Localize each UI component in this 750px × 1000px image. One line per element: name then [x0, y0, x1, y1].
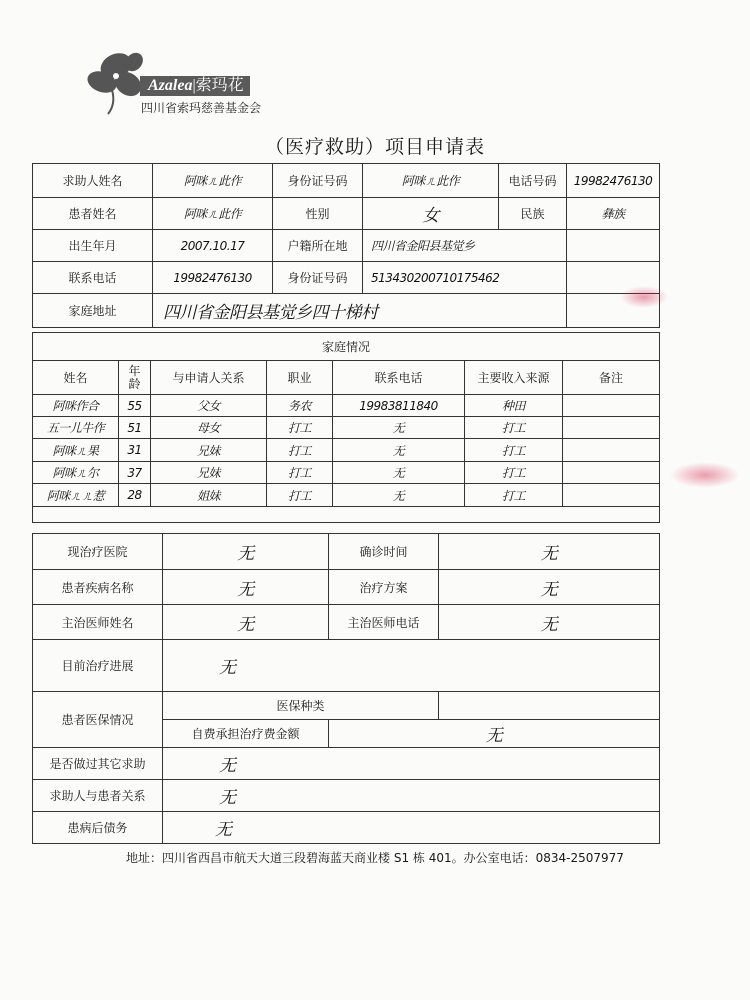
applicant-relation-field[interactable]: 无 [163, 780, 660, 812]
address-label: 家庭地址 [33, 294, 153, 328]
patient-name-label: 患者姓名 [33, 198, 153, 230]
member-phone[interactable]: 无 [333, 417, 465, 439]
member-income[interactable]: 打工 [465, 417, 563, 439]
patient-id-field[interactable]: 513430200710175462 [363, 262, 567, 294]
member-job[interactable]: 打工 [267, 439, 333, 462]
member-job[interactable]: 打工 [267, 462, 333, 484]
member-note[interactable] [563, 395, 660, 417]
member-note[interactable] [563, 484, 660, 507]
disease-label: 患者疾病名称 [33, 570, 163, 605]
member-job[interactable]: 务农 [267, 395, 333, 417]
member-income[interactable]: 打工 [465, 439, 563, 462]
member-phone[interactable]: 19983811840 [333, 395, 465, 417]
doctor-name-field[interactable]: 无 [163, 605, 329, 640]
doctor-name-label: 主治医师姓名 [33, 605, 163, 640]
member-age[interactable]: 31 [119, 439, 151, 462]
member-name[interactable]: 阿咪ㄦ尔 [33, 462, 119, 484]
ethnicity-label: 民族 [499, 198, 567, 230]
member-age[interactable]: 51 [119, 417, 151, 439]
member-job[interactable]: 打工 [267, 417, 333, 439]
gender-field[interactable]: 女 [363, 198, 499, 230]
col-header-relation: 与申请人关系 [151, 361, 267, 395]
col-header-name: 姓名 [33, 361, 119, 395]
applicant-name-label: 求助人姓名 [33, 164, 153, 198]
col-header-job: 职业 [267, 361, 333, 395]
member-name[interactable]: 阿咪ㄦ果 [33, 439, 119, 462]
contact-phone-field[interactable]: 19982476130 [153, 262, 273, 294]
medical-info-table [32, 533, 660, 844]
member-phone[interactable]: 无 [333, 439, 465, 462]
applicant-id-label: 身份证号码 [273, 164, 363, 198]
hukou-label: 户籍所在地 [273, 230, 363, 262]
applicant-phone-label: 电话号码 [499, 164, 567, 198]
member-relation[interactable]: 姐妹 [151, 484, 267, 507]
col-header-age: 年龄 [119, 361, 151, 395]
member-relation[interactable]: 兄妹 [151, 439, 267, 462]
family-row [33, 484, 660, 507]
hospital-label: 现治疗医院 [33, 534, 163, 570]
insurance-type-label: 医保种类 [163, 692, 439, 720]
logo-english: Azalea [148, 77, 193, 94]
member-relation[interactable]: 父女 [151, 395, 267, 417]
ink-smudge [670, 462, 740, 488]
family-section-title: 家庭情况 [33, 333, 660, 361]
member-note[interactable] [563, 417, 660, 439]
member-note[interactable] [563, 439, 660, 462]
debt-field[interactable]: 无 [163, 812, 660, 844]
progress-field[interactable]: 无 [163, 640, 660, 692]
applicant-info-table [32, 163, 660, 328]
treatment-plan-label: 治疗方案 [329, 570, 439, 605]
member-relation[interactable]: 母女 [151, 417, 267, 439]
other-aid-field[interactable]: 无 [163, 748, 660, 780]
diagnosis-time-label: 确诊时间 [329, 534, 439, 570]
member-name[interactable]: 阿咪作合 [33, 395, 119, 417]
family-row [33, 462, 660, 484]
patient-name-field[interactable]: 阿咪ㄦ此作 [153, 198, 273, 230]
member-income[interactable]: 打工 [465, 484, 563, 507]
insurance-label: 患者医保情况 [33, 692, 163, 748]
ink-smudge [620, 286, 668, 308]
contact-phone-label: 联系电话 [33, 262, 153, 294]
family-row [33, 417, 660, 439]
birth-field[interactable]: 2007.10.17 [153, 230, 273, 262]
member-phone[interactable]: 无 [333, 462, 465, 484]
applicant-id-field[interactable]: 阿咪ㄦ此作 [363, 164, 499, 198]
document-title: （医疗救助）项目申请表 [264, 136, 485, 158]
gender-label: 性别 [273, 198, 363, 230]
ethnicity-field[interactable]: 彝族 [567, 198, 660, 230]
member-age[interactable]: 28 [119, 484, 151, 507]
diagnosis-time-field[interactable]: 无 [439, 534, 660, 570]
treatment-plan-field[interactable]: 无 [439, 570, 660, 605]
applicant-phone-field[interactable]: 19982476130 [567, 164, 660, 198]
member-name[interactable]: 五一儿牛作 [33, 417, 119, 439]
insurance-type-field[interactable] [439, 692, 660, 720]
disease-field[interactable]: 无 [163, 570, 329, 605]
member-name[interactable]: 阿咪ㄦㄦ惹 [33, 484, 119, 507]
family-row [33, 395, 660, 417]
progress-label: 目前治疗进展 [33, 640, 163, 692]
other-aid-label: 是否做过其它求助 [33, 748, 163, 780]
family-row [33, 439, 660, 462]
spacer-row [33, 507, 660, 523]
member-age[interactable]: 55 [119, 395, 151, 417]
col-header-note: 备注 [563, 361, 660, 395]
self-pay-label: 自费承担治疗费金额 [163, 720, 329, 748]
debt-label: 患病后债务 [33, 812, 163, 844]
self-pay-field[interactable]: 无 [329, 720, 660, 748]
member-phone[interactable]: 无 [333, 484, 465, 507]
member-income[interactable]: 种田 [465, 395, 563, 417]
address-field[interactable]: 四川省金阳县基觉乡四十梯村 [153, 294, 567, 328]
patient-id-label: 身份证号码 [273, 262, 363, 294]
logo-band: Azalea|索玛花 [140, 76, 250, 96]
applicant-name-field[interactable]: 阿咪ㄦ此作 [153, 164, 273, 198]
logo-chinese: 索玛花 [195, 77, 244, 94]
col-header-income: 主要收入来源 [465, 361, 563, 395]
doctor-phone-label: 主治医师电话 [329, 605, 439, 640]
footer-address: 地址：四川省西昌市航天大道三段碧海蓝天商业楼 S1 栋 401。办公室电话：0834-2507977 [126, 851, 624, 865]
member-relation[interactable]: 兄妹 [151, 462, 267, 484]
member-note[interactable] [563, 462, 660, 484]
applicant-relation-label: 求助人与患者关系 [33, 780, 163, 812]
col-header-phone: 联系电话 [333, 361, 465, 395]
member-age[interactable]: 37 [119, 462, 151, 484]
organization-name: 四川省索玛慈善基金会 [141, 101, 262, 115]
hukou-field[interactable]: 四川省金阳县基觉乡 [363, 230, 567, 262]
empty-cell [567, 230, 660, 262]
doctor-phone-field[interactable]: 无 [439, 605, 660, 640]
birth-label: 出生年月 [33, 230, 153, 262]
member-job[interactable]: 打工 [267, 484, 333, 507]
member-income[interactable]: 打工 [465, 462, 563, 484]
family-table [32, 332, 660, 523]
hospital-field[interactable]: 无 [163, 534, 329, 570]
